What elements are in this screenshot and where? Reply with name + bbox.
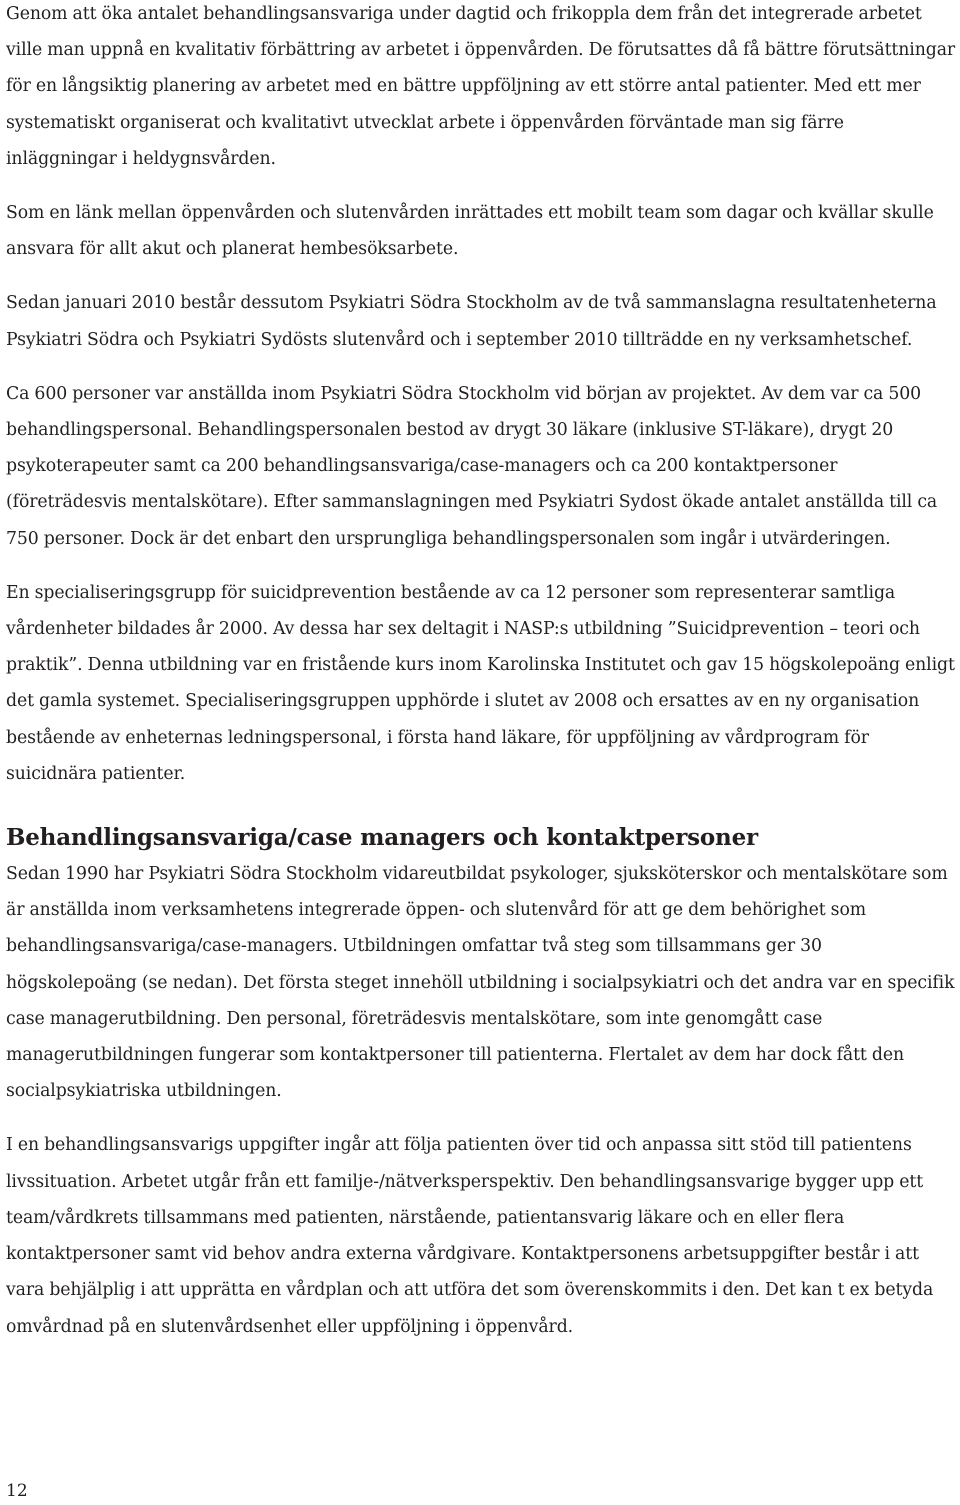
section-paragraph-2: I en behandlingsansvarigs uppgifter ingår att följa patienten över tid och anpassa sitt stöd till patientens livssituation. Arbetet utgår från ett familje-/nätverksperspektiv. Den behandlingsansvarige bygger upp ett team/vårdkrets tillsammans med patienten, närstående, patientansvarig läkare och en eller flera kontaktpersoner samt vid behov andra externa vårdgivare. Kontaktpersonens arbetsuppgifter består i att vara behjälplig i att upprätta en vårdplan och att utföra det som överenskommits i den. Det kan t ex betyda omvårdnad på en slutenvårdsenhet eller uppföljning i öppenvård.	[6, 1135, 934, 1337]
paragraph-1: Genom att öka antalet behandlingsansvariga under dagtid och frikoppla dem från det integrerade arbetet ville man uppnå en kvalitativ förbättring av arbetet i öppenvården. De förutsattes då få bättre förutsättningar för en långsiktig planering av arbetet med en bättre uppföljning av ett större antal patienter. Med ett mer systematiskt organiserat och kvalitativt utvecklat arbete i öppenvården förväntade man sig färre inläggningar i heldygnsvården.	[6, 4, 956, 169]
document-page	[6, 0, 956, 1345]
paragraph-4: Ca 600 personer var anställda inom Psykiatri Södra Stockholm vid början av projektet. Av dem var ca 500 behandlingspersonal. Behandlingspersonalen bestod av drygt 30 läkare (inklusive ST-läkare), drygt 20 psykoterapeuter samt ca 200 behandlingsansvariga/case-managers och ca 200 kontaktpersoner (företrädesvis mentalskötare). Efter sammanslagningen med Psykiatri Sydost ökade antalet anställda till ca 750 personer. Dock är det enbart den ursprungliga behandlingspersonalen som ingår i utvärderingen.	[6, 383, 938, 549]
paragraph-3: Sedan januari 2010 består dessutom Psykiatri Södra Stockholm av de två sammanslagna resultatenheterna Psykiatri Södra och Psykiatri Sydösts slutenvård och i september 2010 tillträdde en ny verksamhetschef.	[6, 293, 937, 350]
paragraph-2: Som en länk mellan öppenvården och slutenvården inrättades ett mobilt team som dagar och kvällar skulle ansvara för allt akut och planerat hembesöksarbete.	[6, 203, 934, 260]
section-heading: Behandlingsansvariga/case managers och kontaktpersoner	[6, 824, 758, 852]
page-number: 12	[6, 1481, 28, 1501]
section-paragraph-1: Sedan 1990 har Psykiatri Södra Stockholm vidareutbildat psykologer, sjuksköterskor och mentalskötare som är anställda inom verksamhetens integrerade öppen- och slutenvård för att ge dem behörighet som behandlingsansvariga/case-managers. Utbildningen omfattar två steg som tillsammans ger 30 högskolepoäng (se nedan). Det första steget innehöll utbildning i socialpsykiatri och det andra var en specifik case managerutbildning. Den personal, företrädesvis mentalskötare, som inte genomgått case managerutbildningen fungerar som kontaktpersoner till patienterna. Flertalet av dem har dock fått den socialpsykiatriska utbildningen.	[6, 864, 955, 1102]
paragraph-5: En specialiseringsgrupp för suicidprevention bestående av ca 12 personer som representerar samtliga vårdenheter bildades år 2000. Av dessa har sex deltagit i NASP:s utbildning ”Suicidprevention – teori och praktik”. Denna utbildning var en fristående kurs inom Karolinska Institutet och gav 15 högskolepoäng enligt det gamla systemet. Specialiseringsgruppen upphörde i slutet av 2008 och ersattes av en ny organisation bestående av enheternas ledningspersonal, i första hand läkare, för uppföljning av vårdprogram för suicidnära patienter.	[6, 582, 955, 784]
